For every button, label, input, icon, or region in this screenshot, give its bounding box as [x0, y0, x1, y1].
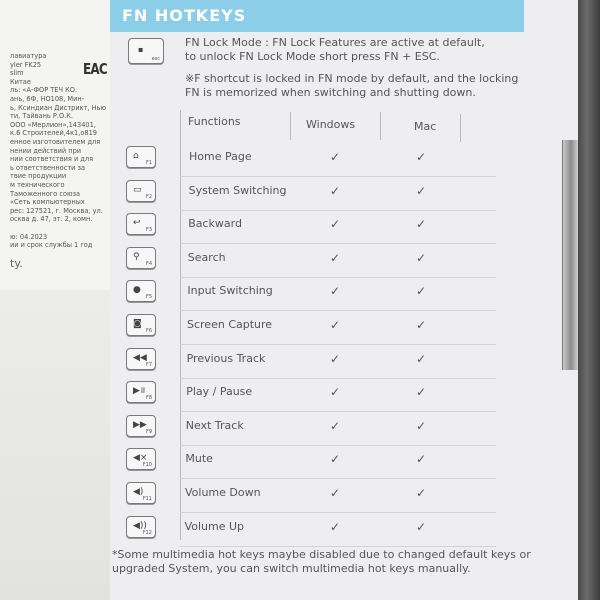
fn-key-glyph-icon: ◙ [133, 319, 142, 329]
fn-lock-note-line1: ※F shortcut is locked in FN mode by default, and the locking [185, 72, 519, 85]
product-label-sheet [0, 0, 112, 290]
fn-key-icon [126, 448, 156, 470]
label-text-line: енное изготовителем для [10, 138, 101, 146]
fn-key-icon [126, 381, 156, 403]
fn-key-icon [126, 482, 156, 504]
label-text-line: лавиатура [10, 52, 47, 60]
label-text-line: ю: 04.2023 [10, 232, 48, 241]
footnote-line2: upgraded System, you can switch multimedia hot keys manually. [112, 562, 471, 575]
fn-key-icon [126, 180, 156, 202]
fn-key-label: F6 [145, 328, 152, 334]
fn-key-label: F2 [145, 193, 152, 200]
check-icon-windows: ✓ [330, 183, 341, 198]
column-header-functions: Functions [188, 115, 241, 128]
check-icon-windows: ✓ [330, 318, 341, 332]
label-text-line: ь, Ксиндиан Дистрикт, Нью [10, 103, 107, 112]
fn-key-label: F10 [142, 462, 152, 469]
fn-key-icon [126, 146, 156, 168]
fn-key-glyph-icon: ▶▶ [133, 419, 147, 430]
column-header-windows: Windows [306, 118, 356, 131]
row-divider [180, 546, 496, 547]
label-text-line: рес: 127521, г. Москва, ул. [10, 206, 103, 215]
check-icon-windows: ✓ [330, 452, 341, 467]
function-name: Input Switching [187, 284, 273, 298]
label-text-line: ии и срок службы 1 год [10, 241, 93, 250]
label-text-line: ООО «Мерлион»,143401, [10, 120, 96, 129]
label-text-line: осква д. 47, эт. 2, комн. [10, 215, 93, 224]
function-name: Previous Track [186, 351, 266, 365]
column-divider [380, 112, 381, 140]
fn-key-icon [126, 516, 156, 538]
check-icon-windows: ✓ [330, 250, 341, 265]
fn-key-label: F4 [145, 260, 152, 267]
function-name: Volume Up [184, 519, 245, 533]
check-icon-mac: ✓ [416, 150, 427, 164]
check-icon-mac: ✓ [416, 318, 427, 332]
fn-key-glyph-icon: ↩ [133, 218, 141, 229]
column-divider [290, 112, 291, 140]
check-icon-windows: ✓ [330, 150, 341, 164]
row-divider [180, 411, 496, 412]
esc-key-label: esc [151, 56, 160, 62]
label-text-line: ль: «А-ФОР ТЕЧ КО. [10, 86, 78, 95]
function-name: Play / Pause [186, 385, 253, 399]
row-divider [180, 478, 496, 479]
check-icon-windows: ✓ [330, 486, 341, 500]
label-text-line: ань, 6Ф, НО108, Мин- [10, 95, 85, 103]
fn-key-label: F11 [142, 496, 152, 502]
fn-key-icon [126, 314, 156, 336]
check-icon-mac: ✓ [416, 250, 427, 265]
fn-key-glyph-icon: ◀× [133, 453, 148, 464]
esc-key-icon [128, 38, 164, 64]
footnote-line1: *Some multimedia hot keys maybe disabled due to changed default keys or [112, 548, 531, 561]
fn-key-glyph-icon: ⚲ [133, 251, 140, 262]
check-icon-mac: ✓ [416, 351, 427, 366]
check-icon-mac: ✓ [416, 452, 427, 467]
fn-key-icon [126, 213, 156, 235]
fn-key-icon [126, 280, 156, 302]
check-icon-mac: ✓ [416, 486, 427, 500]
fn-key-label: F3 [145, 227, 152, 234]
check-icon-mac: ✓ [416, 519, 427, 534]
row-divider [180, 378, 496, 379]
fn-lock-intro-line2: to unlock FN Lock Mode short press FN + ESC. [185, 50, 440, 63]
function-name: Backward [188, 217, 242, 231]
lock-icon: ▪ [138, 45, 144, 54]
label-sheet-lower [0, 290, 112, 600]
row-divider [180, 243, 496, 244]
function-name: Screen Capture [187, 318, 273, 331]
fn-key-glyph-icon: ▭ [133, 184, 142, 195]
check-icon-mac: ✓ [416, 385, 427, 400]
header-bar [110, 0, 524, 32]
fn-key-icon [126, 348, 156, 370]
row-divider [180, 210, 496, 211]
label-text-line: нии соответствия и для [10, 155, 94, 164]
row-divider [180, 445, 496, 446]
box-edge [562, 140, 579, 370]
fn-key-glyph-icon: ⌂ [133, 151, 139, 161]
fn-lock-intro-line1: FN Lock Mode : FN Lock Features are active at default, [185, 36, 485, 49]
check-icon-windows: ✓ [330, 418, 341, 433]
fn-key-label: F7 [145, 361, 152, 368]
page-title: FN HOTKEYS [122, 6, 247, 25]
fn-key-label: F5 [145, 294, 152, 301]
row-divider [180, 512, 496, 513]
check-icon-windows: ✓ [330, 351, 341, 366]
fn-key-glyph-icon: ◀◀ [133, 352, 147, 363]
check-icon-windows: ✓ [330, 385, 341, 400]
manual-page [110, 0, 578, 600]
fn-lock-note-line2: FN is memorized when switching and shutting down. [185, 86, 476, 99]
function-name: Next Track [185, 418, 244, 432]
function-name: System Switching [188, 183, 287, 197]
label-text-line: slim [10, 69, 24, 78]
fn-key-glyph-icon: ● [133, 285, 141, 296]
column-divider [460, 114, 461, 142]
fn-key-icon [126, 415, 156, 437]
check-icon-mac: ✓ [416, 217, 427, 232]
fn-key-label: F12 [142, 529, 152, 536]
fn-key-label: F1 [145, 160, 152, 166]
label-text-line: ь ответственности за [10, 163, 86, 172]
label-text-line: Китае [10, 77, 31, 86]
label-trailing-text: ty. [10, 257, 23, 270]
function-name: Volume Down [185, 486, 261, 499]
label-text-line: м технического [10, 181, 65, 189]
fn-key-glyph-icon: ◀)) [133, 520, 147, 531]
column-header-mac: Mac [414, 120, 437, 133]
row-divider [180, 176, 496, 177]
label-text-line: Таможенного союза [10, 189, 81, 198]
fn-key-icon [126, 247, 156, 269]
check-icon-mac: ✓ [416, 183, 427, 198]
check-icon-windows: ✓ [330, 284, 341, 299]
function-name: Mute [185, 452, 213, 466]
fn-key-glyph-icon: ◀) [133, 487, 144, 497]
row-divider [180, 310, 496, 311]
label-text-line: ти, Тайвань Р.О.К. [10, 112, 74, 121]
check-icon-mac: ✓ [416, 418, 427, 433]
label-text-line: к.6 Строителей,4к1,о819 [10, 129, 97, 138]
fn-key-label: F9 [145, 428, 152, 435]
label-text-line: «Сеть компьютерных [10, 198, 85, 207]
function-name: Home Page [189, 150, 252, 163]
fn-key-label: F8 [145, 395, 152, 402]
row-divider [180, 277, 496, 278]
label-text-line: yler FK25 [10, 60, 42, 69]
eac-logo: EAC [82, 60, 107, 78]
label-text-line: нении действий при [10, 146, 82, 155]
check-icon-mac: ✓ [416, 284, 427, 299]
label-text-line: твие продукции [10, 172, 67, 181]
box-side [578, 0, 600, 600]
column-divider [180, 110, 181, 540]
check-icon-windows: ✓ [330, 519, 341, 534]
row-divider [180, 344, 496, 345]
check-icon-windows: ✓ [330, 217, 341, 232]
fn-key-glyph-icon: ▶॥ [133, 386, 146, 397]
function-name: Search [187, 250, 226, 264]
